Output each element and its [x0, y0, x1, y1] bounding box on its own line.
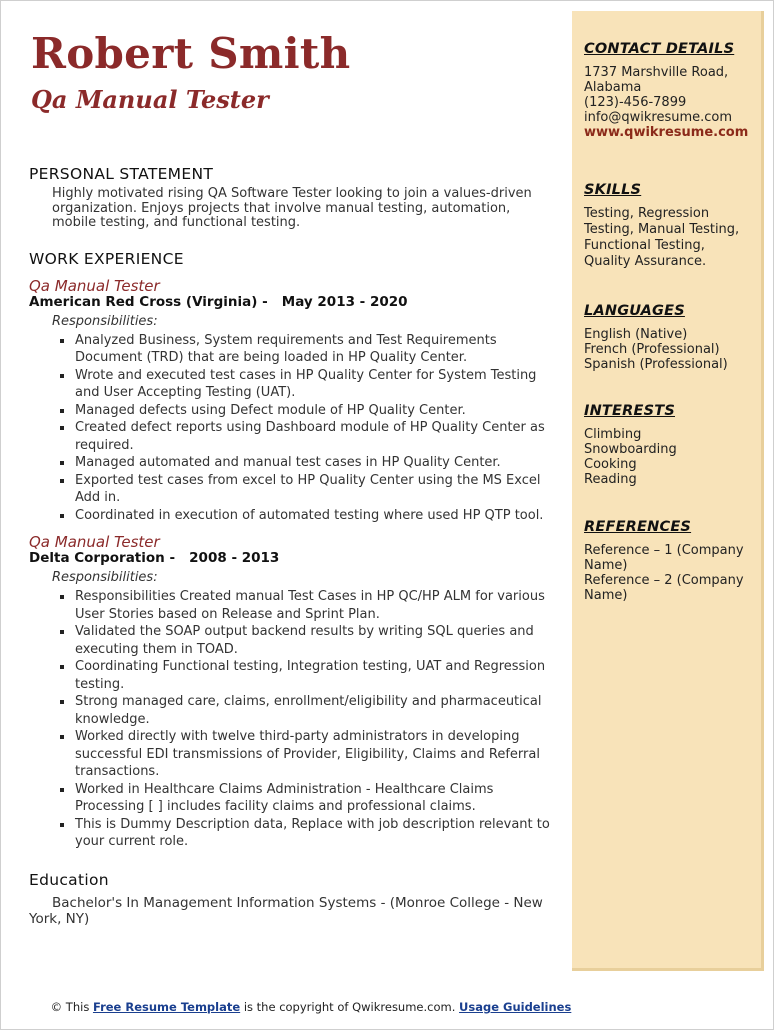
contact-phone: (123)-456-7899	[584, 95, 687, 110]
footer-middle: is the copyright of Qwikresume.com.	[243, 1000, 456, 1014]
references-heading: REFERENCES	[584, 519, 692, 535]
reference-item: Reference – 1 (Company Name)	[584, 543, 744, 573]
skills-section	[584, 182, 751, 270]
free-resume-template-link[interactable]: Free Resume Template	[92, 1000, 241, 1014]
list-item: Created defect reports using Dashboard module of HP Quality Center as required.	[75, 419, 554, 454]
job-company: Delta Corporation - 2008 - 2013	[29, 550, 280, 566]
contact-email[interactable]: info@qwikresume.com	[584, 110, 733, 125]
list-item: Strong managed care, claims, enrollment/eligibility and pharmaceutical knowledge.	[75, 693, 554, 728]
responsibilities-label: Responsibilities:	[52, 313, 158, 329]
candidate-title: Qa Manual Tester	[31, 85, 269, 114]
personal-statement-text: Highly motivated rising QA Software Tester looking to join a values-driven organization. Enjoys projects that involve manual testing, automation, mobile testing, and functional testing.	[52, 186, 532, 230]
list-item: Validated the SOAP output backend results by writing SQL queries and executing them in TOAD.	[75, 623, 554, 658]
responsibilities-list	[29, 332, 554, 525]
skills-text: Testing, Regression Testing, Manual Testing, Functional Testing, Quality Assurance.	[584, 206, 740, 269]
education-section	[29, 871, 554, 927]
contact-address: 1737 Marshville Road, Alabama	[584, 65, 729, 95]
list-item: Wrote and executed test cases in HP Quality Center for System Testing and User Accepting Testing (UAT).	[75, 367, 554, 402]
list-item: This is Dummy Description data, Replace with job description relevant to your current role.	[75, 816, 554, 851]
interest-item: Cooking	[584, 457, 637, 472]
job-entry	[29, 278, 554, 525]
languages-section	[584, 303, 751, 372]
education-text: Bachelor's In Management Information Systems - (Monroe College - New York, NY)	[29, 894, 543, 927]
copyright-footer	[1, 1000, 621, 1014]
list-item: Managed automated and manual test cases in HP Quality Center.	[75, 454, 554, 472]
interest-item: Climbing	[584, 427, 642, 442]
interest-item: Reading	[584, 472, 637, 487]
job-company: American Red Cross (Virginia) - May 2013 - 2020	[29, 293, 408, 310]
skills-heading: SKILLS	[584, 182, 642, 198]
footer-prefix: © This	[50, 1000, 90, 1014]
contact-section	[584, 41, 751, 140]
list-item: Exported test cases from excel to HP Quality Center using the MS Excel Add in.	[75, 472, 554, 507]
usage-guidelines-link[interactable]: Usage Guidelines	[459, 1000, 572, 1014]
contact-heading: CONTACT DETAILS	[584, 41, 735, 57]
list-item: Worked in Healthcare Claims Administration - Healthcare Claims Processing [ ] includes facility claims and professional claims.	[75, 781, 554, 816]
interest-item: Snowboarding	[584, 442, 677, 457]
personal-statement-section	[29, 165, 554, 231]
responsibilities-list	[29, 588, 554, 851]
candidate-name: Robert Smith	[31, 29, 351, 78]
languages-heading: LANGUAGES	[584, 303, 685, 319]
interests-section	[584, 403, 751, 487]
contact-website-link[interactable]: www.qwikresume.com	[584, 125, 749, 140]
language-item: French (Professional)	[584, 342, 720, 357]
list-item: Analyzed Business, System requirements and Test Requirements Document (TRD) that are being loaded in HP Quality Center.	[75, 332, 554, 367]
language-item: English (Native)	[584, 327, 688, 342]
job-entry	[29, 534, 554, 851]
work-experience-section	[29, 250, 554, 851]
job-role: Qa Manual Tester	[29, 533, 160, 551]
job-role: Qa Manual Tester	[29, 276, 160, 295]
interests-heading: INTERESTS	[584, 403, 675, 419]
references-section	[584, 519, 751, 603]
list-item: Coordinating Functional testing, Integration testing, UAT and Regression testing.	[75, 658, 554, 693]
responsibilities-label: Responsibilities:	[52, 570, 158, 585]
personal-statement-heading: PERSONAL STATEMENT	[29, 165, 214, 183]
work-experience-heading: WORK EXPERIENCE	[29, 249, 184, 268]
reference-item: Reference – 2 (Company Name)	[584, 573, 744, 603]
language-item: Spanish (Professional)	[584, 357, 728, 372]
list-item: Coordinated in execution of automated testing where used HP QTP tool.	[75, 507, 554, 525]
main-column	[29, 165, 554, 927]
education-heading: Education	[29, 870, 109, 889]
list-item: Managed defects using Defect module of HP Quality Center.	[75, 402, 554, 420]
sidebar	[572, 11, 764, 971]
list-item: Responsibilities Created manual Test Cases in HP QC/HP ALM for various User Stories based on Release and Sprint Plan.	[75, 588, 554, 623]
list-item: Worked directly with twelve third-party administrators in developing successful EDI transmissions of Provider, Eligibility, Claims and Referral transactions.	[75, 728, 554, 781]
